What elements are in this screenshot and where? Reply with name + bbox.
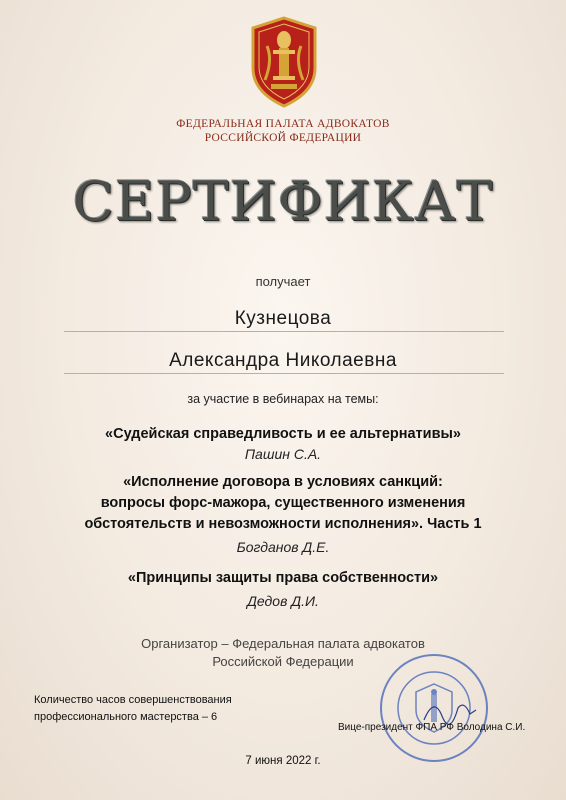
recipient-given-names: Александра Николаевна: [169, 350, 397, 371]
recipient-surname: Кузнецова: [234, 308, 332, 329]
organization-name-line2: РОССИЙСКОЙ ФЕДЕРАЦИИ: [204, 132, 362, 144]
organizer-line2: Российской Федерации: [212, 654, 354, 669]
webinar-title: обстоятельств и невозможности исполнения». Часть 1: [84, 516, 482, 532]
webinar-author: Богданов Д.Е.: [236, 539, 330, 555]
participation-text: за участие в вебинарах на темы:: [187, 392, 379, 406]
hours-line1: Количество часов совершенствования: [34, 694, 232, 706]
hours-line2: профессионального мастерства – 6: [34, 711, 218, 723]
webinar-author: Дедов Д.И.: [247, 593, 319, 609]
name-underline: [64, 373, 504, 374]
signer-name: Вице-президент ФПА РФ Володина С.И.: [338, 722, 526, 733]
certificate-title: СЕРТИФИКАТ: [72, 170, 494, 233]
organizer-line1: Организатор – Федеральная палата адвокатов: [141, 636, 425, 651]
issue-date: 7 июня 2022 г.: [245, 755, 321, 767]
webinar-title: вопросы форс-мажора, существенного изменения: [100, 495, 466, 511]
fpa-emblem-icon: [243, 10, 325, 110]
webinar-author: Пашин С.А.: [244, 446, 322, 462]
receives-label: получает: [255, 274, 311, 289]
webinar-title: «Исполнение договора в условиях санкций:: [123, 474, 443, 490]
organization-name-line1: ФЕДЕРАЛЬНАЯ ПАЛАТА АДВОКАТОВ: [176, 118, 390, 130]
webinar-title: «Принципы защиты права собственности»: [127, 570, 439, 586]
webinar-title: «Судейская справедливость и ее альтернативы»: [105, 426, 461, 442]
name-underline: [64, 331, 504, 332]
